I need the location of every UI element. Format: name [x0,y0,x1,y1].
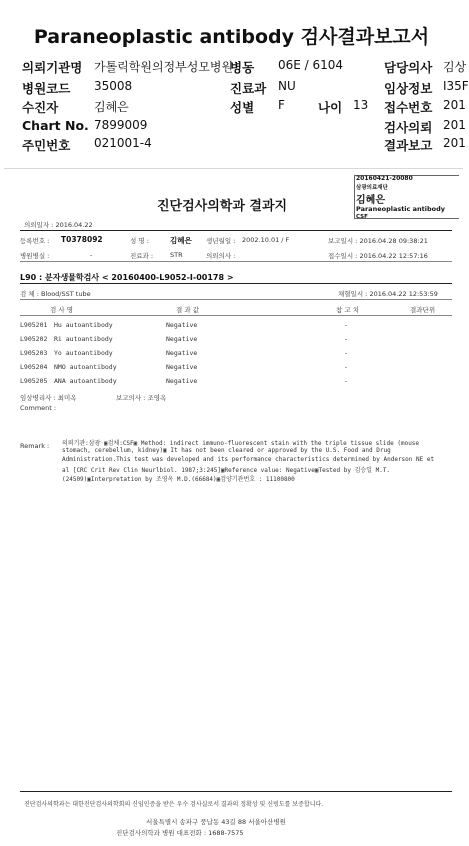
divider [20,261,452,262]
request-date: 의뢰일자 : 2016.04.22 [24,221,93,229]
test-result: Negative [166,377,198,385]
clinical-info-label: 임상정보 [384,81,433,96]
patient-label: 수진자 [22,100,59,115]
ordering-doctor-label: 의뢰의사 : [206,252,236,260]
stamp-specimen: CSF [356,214,368,220]
hospital-label: 의뢰기관명 [22,60,83,75]
chart-no-value: 7899009 [94,118,148,132]
collection-datetime: 채혈일시 : 2016.04.22 12:53:59 [338,290,438,298]
lab-contact: 진단검사의학과 병원 대표전화 : 1688-7575 [116,829,244,837]
comment-label: Comment : [20,404,57,412]
hospital-value: 가톨릭학원의정부성모병원 [94,60,234,74]
request-value: 201 [443,118,466,132]
patient-info-header [0,58,469,158]
chart-no-label: Chart No. [22,118,89,133]
test-code: L905204 [20,363,48,371]
technician: 임상병리사 : 최미옥 [20,394,77,402]
column-unit: 결과단위 [410,306,436,314]
divider [20,791,452,792]
ward-room-value: - [90,251,93,259]
receipt-no-label: 접수번호 [384,100,433,115]
receive-datetime: 접수일시 : 2016.04.22 12:57:16 [328,252,428,260]
report-title: Paraneoplastic antibody 검사결과보고서 [33,26,430,48]
dept-label: 진료과 [230,81,267,96]
test-name: ANA autoantibody [54,377,117,385]
test-code: L905205 [20,377,48,385]
lab-address: 서울특별시 송파구 풍납동 43길 88 서울아산병원 [146,818,286,826]
test-code: L905201 [20,321,48,329]
remark-line: Administration.This test was developed and its performance characteristics determined by Anderson NE et [62,456,435,463]
remark-label: Remark : [20,442,50,450]
divider [20,283,452,284]
request-label: 검사의뢰 [384,120,433,135]
specimen-info: 검 체 : Blood/SST tube [20,290,91,298]
sheet-dept-label: 진료과 : [130,252,154,260]
test-name: Yo autoantibody [54,349,113,357]
remark-line: 의뢰기관:삼광 ▣검체:CSF▣ Method: indirect immuno-fluorescent stain with the triple tissue slide (mouse [62,440,420,447]
divider [20,299,452,300]
reg-no-label: 등록번호 : [20,237,50,245]
remark-line: (24509)▣Interpretation by 조영옥 M.D.(66684)▣검양기관번호 : 11100800 [62,476,295,483]
ward-room-label: 병원병실 : [20,252,50,260]
test-reference: - [344,377,348,385]
ward-value: 06E / 6104 [278,58,344,72]
report-datetime: 보고일시 : 2016.04.28 09:38:21 [328,237,428,245]
age-label: 나이 [318,100,343,115]
sex-value: F [278,98,285,112]
test-result: Negative [166,321,198,329]
rrn-value: 021001-4 [94,136,152,150]
clinical-info-value: I35F [443,79,469,93]
age-value: 13 [353,98,369,112]
stamp-org: 삼광의료재단 [356,185,388,191]
stamp-test-name: Paraneoplastic antibody [356,205,446,213]
stamp-patient-name: 김혜은 [356,195,385,206]
reg-no-value: T0378092 [61,235,103,244]
name-value: 김혜은 [170,236,192,245]
hospital-code-label: 병원코드 [22,81,71,96]
stamp-number: 20160421-20080 [356,175,413,182]
sex-label: 성별 [230,100,255,115]
dept-value: NU [278,79,296,93]
column-reference: 참 고 치 [336,306,359,314]
remark-line: al [CRC Crit Rev Clin Neurlbiol. 1987;3:245]▣Reference value: Negative▣Tested by 김승일 M.T. [62,467,391,474]
test-result: Negative [166,363,198,371]
receipt-no-value: 201 [443,98,466,112]
doctor-label: 담당의사 [384,60,433,75]
section-title: L90 : 분자생물학검사 < 20160400-L9052-I-00178 > [20,273,234,282]
rrn-label: 주민번호 [22,138,71,153]
reporting-doctor: 보고의사 : 조영옥 [116,394,167,402]
test-reference: - [344,321,348,329]
lab-result-sheet [4,168,463,846]
sheet-dept-value: STR [170,251,183,259]
column-result: 결 과 값 [176,306,199,314]
certification-statement: 진단검사의학과는 대한진단검사의학회의 신임인증을 받은 우수 검사실로서 결과의 정확성 및 신빙도를 보증합니다. [24,801,324,808]
test-name: Hu autoantibody [54,321,113,329]
name-label: 성 명 : [130,237,149,245]
doctor-value: 김상 [443,60,467,74]
test-reference: - [344,349,348,357]
hospital-code-value: 35008 [94,79,133,93]
dob-value: 2002.10.01 / F [242,236,290,244]
report-value: 201 [443,136,466,150]
column-test-name: 검 사 명 [50,306,73,314]
test-name: Ri autoantibody [54,335,113,343]
test-result: Negative [166,335,198,343]
test-code: L905203 [20,349,48,357]
test-code: L905202 [20,335,48,343]
divider [20,315,452,316]
test-reference: - [344,363,348,371]
patient-value: 김혜은 [94,100,129,114]
result-sheet-heading: 진단검사의학과 결과지 [157,199,288,214]
ward-label: 병동 [230,60,255,75]
remark-line: stomach, cerebellum, kidney)▣ It has not been cleared or approved by the U.S. Food and Drug [62,447,391,454]
divider [20,230,452,231]
test-result: Negative [166,349,198,357]
report-label: 결과보고 [384,138,433,153]
test-reference: - [344,335,348,343]
dob-label: 생년월일 : [206,237,236,245]
test-name: NMO autoantibody [54,363,117,371]
